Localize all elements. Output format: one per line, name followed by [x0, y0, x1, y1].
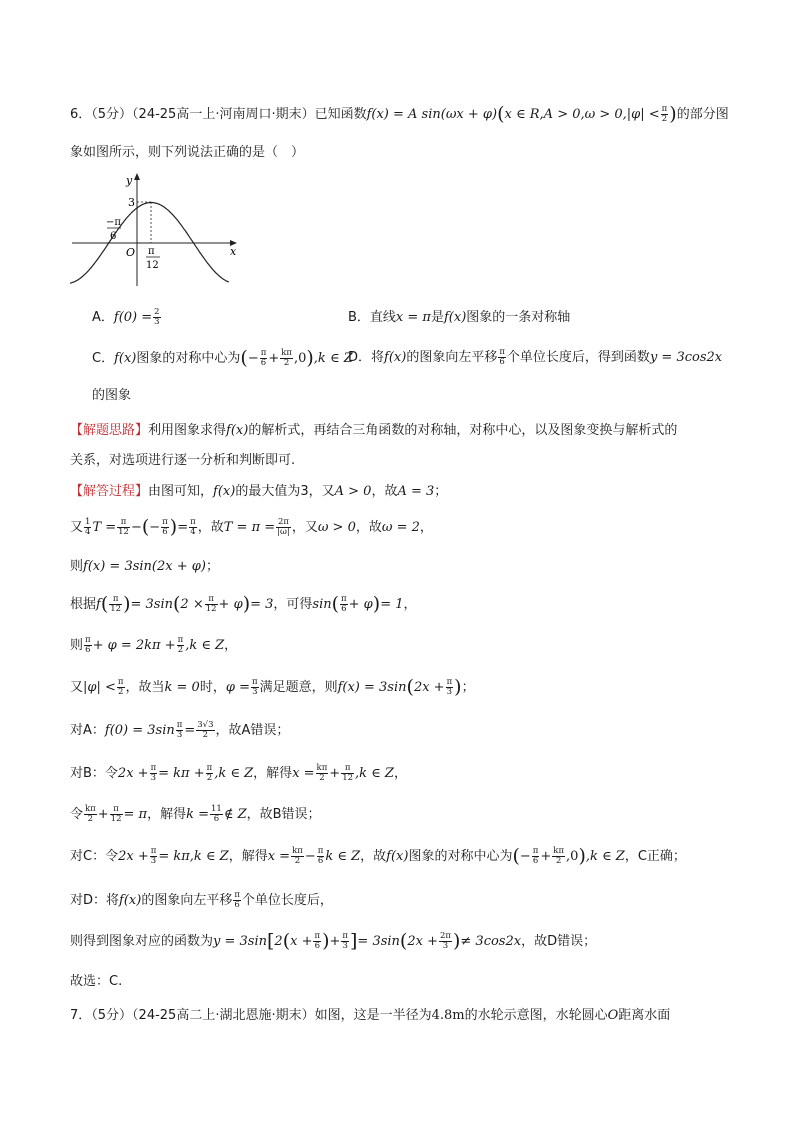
q6-function: f(x) = A sin(ωx + φ)	[366, 107, 498, 122]
solution-line12: 则得到图象对应的函数为y = 3sin[2(x + $\frac{\pi}{6}$ )+ $\frac{\pi}{3}$ ]= 3sin(2x + $\frac{2\pi}{3}$ )≠ 3cos2x，故D错误；	[70, 930, 597, 952]
solution-line9: 令 $\frac{k\pi}{2}$ + $\frac{\pi}{12}$ = π，解得k = $\frac{11}{6}$ ∉ Z，故B错误；	[70, 804, 321, 824]
question-6-line2: 象如图所示，则下列说法正确的是（ ）	[70, 145, 305, 160]
solution-idea-line2: 关系，对选项进行逐一分析和判断即可.	[70, 453, 296, 468]
left-tick-denominator: 6	[110, 231, 117, 242]
process-tag: 【解答过程】	[70, 484, 149, 499]
question-7-line1: 7．（5分）（24-25高二上·湖北恩施·期末）如图，这是一半径为4.8m的水轮示意图，水轮圆心O距离水面	[70, 1008, 671, 1023]
option-d: D．将f(x)的图象向左平移 $\frac{\pi}{6}$ 个单位长度后，得到函数y = 3cos2x	[348, 347, 723, 367]
max-value-label: 3	[128, 196, 135, 209]
solution-line2: 又 $\frac{1}{4}$ T = $\frac{\pi}{12}$ −(− $\frac{\pi}{6}$ )= $\frac{\pi}{4}$ ，故T = π = $\frac{2\pi}{|\omega|}$ ，又ω > 0，故ω = 2，	[70, 516, 433, 538]
left-tick-numerator: −π	[106, 217, 121, 228]
solution-line5: 则 $\frac{\pi}{6}$ + φ = 2kπ + $\frac{\pi}{2}$ ,k ∈ Z，	[70, 635, 238, 655]
solution-answer: 故选：C.	[70, 974, 123, 989]
sine-graph	[70, 170, 250, 290]
solution-line4: 根据f( $\frac{\pi}{12}$ )= 3sin(2 × $\frac{\pi}{12}$ + φ)= 3，可得sin( $\frac{\pi}{6}$ + φ)= 1，	[70, 593, 417, 615]
solution-line11: 对D：将f(x)的图象向左平移 $\frac{\pi}{6}$ 个单位长度后，	[70, 890, 333, 910]
y-axis-arrow	[134, 173, 140, 180]
right-tick-numerator: π	[148, 246, 155, 257]
option-b: B．直线x = π是f(x)图象的一条对称轴	[348, 310, 571, 325]
q6-header: 6．（5分）（24-25高一上·河南周口·期末）已知函数	[70, 107, 367, 122]
idea-tag: 【解题思路】	[70, 423, 149, 438]
x-axis-label: x	[230, 245, 237, 258]
q6-tail: 的部分图	[676, 107, 729, 122]
solution-line10: 对C：令2x + $\frac{\pi}{3}$ = kπ,k ∈ Z，解得x = $\frac{k\pi}{2}$ − $\frac{\pi}{6}$ k ∈ Z，故f(x)图象的对称中心为(− $\frac{\pi}{6}$ + $\frac{k\pi}{2}$ ,0),k ∈ Z，C正确；	[70, 845, 686, 867]
fraction-2-over-3: $\frac{2}{3}$	[154, 307, 160, 327]
question-6-line1: 6．（5分）（24-25高一上·河南周口·期末）已知函数f(x) = A sin(ωx + φ)(x ∈ R,A > 0,ω > 0,|φ| < $\frac{\pi}{2}$ )的部分图	[70, 103, 729, 125]
solution-process-line1: 【解答过程】由图可知，f(x)的最大值为3，又A > 0，故A = 3；	[70, 484, 448, 499]
solution-idea: 【解题思路】利用图象求得f(x)的解析式，再结合三角函数的对称轴，对称中心，以及图象变换与解析式的	[70, 423, 678, 438]
solution-line3: 则f(x) = 3sin(2x + φ)；	[70, 559, 219, 574]
right-tick-denominator: 12	[146, 260, 159, 271]
option-c: C．f(x)图象的对称中心为(− $\frac{\pi}{6}$ + $\frac{k\pi}{2}$ ,0),k ∈ Z	[92, 347, 353, 369]
fraction-pi-over-2: $\frac{\pi}{2}$	[661, 104, 668, 124]
origin-label: O	[126, 246, 136, 259]
q6-condition: x ∈ R,A > 0,ω > 0,|φ| <	[504, 107, 660, 122]
y-axis-label: y	[126, 174, 133, 187]
solution-line8: 对B：令2x + $\frac{\pi}{3}$ = kπ + $\frac{\pi}{2}$ ,k ∈ Z，解得x = $\frac{k\pi}{2}$ + $\frac{\pi}{12}$ ,k ∈ Z，	[70, 763, 407, 783]
solution-line6: 又|φ| < $\frac{\pi}{2}$ ，故当k = 0时，φ = $\frac{\pi}{3}$ 满足题意，则f(x) = 3sin(2x + $\frac{\pi}{3}$ )；	[70, 676, 475, 698]
solution-line7: 对A：f(0) = 3sin $\frac{\pi}{3}$ = $\frac{3√3}{2}$ ，故A错误；	[70, 720, 290, 740]
option-a: A．f(0) = $\frac{2}{3}$	[92, 307, 160, 327]
option-d-line2: 的图象	[92, 388, 132, 403]
